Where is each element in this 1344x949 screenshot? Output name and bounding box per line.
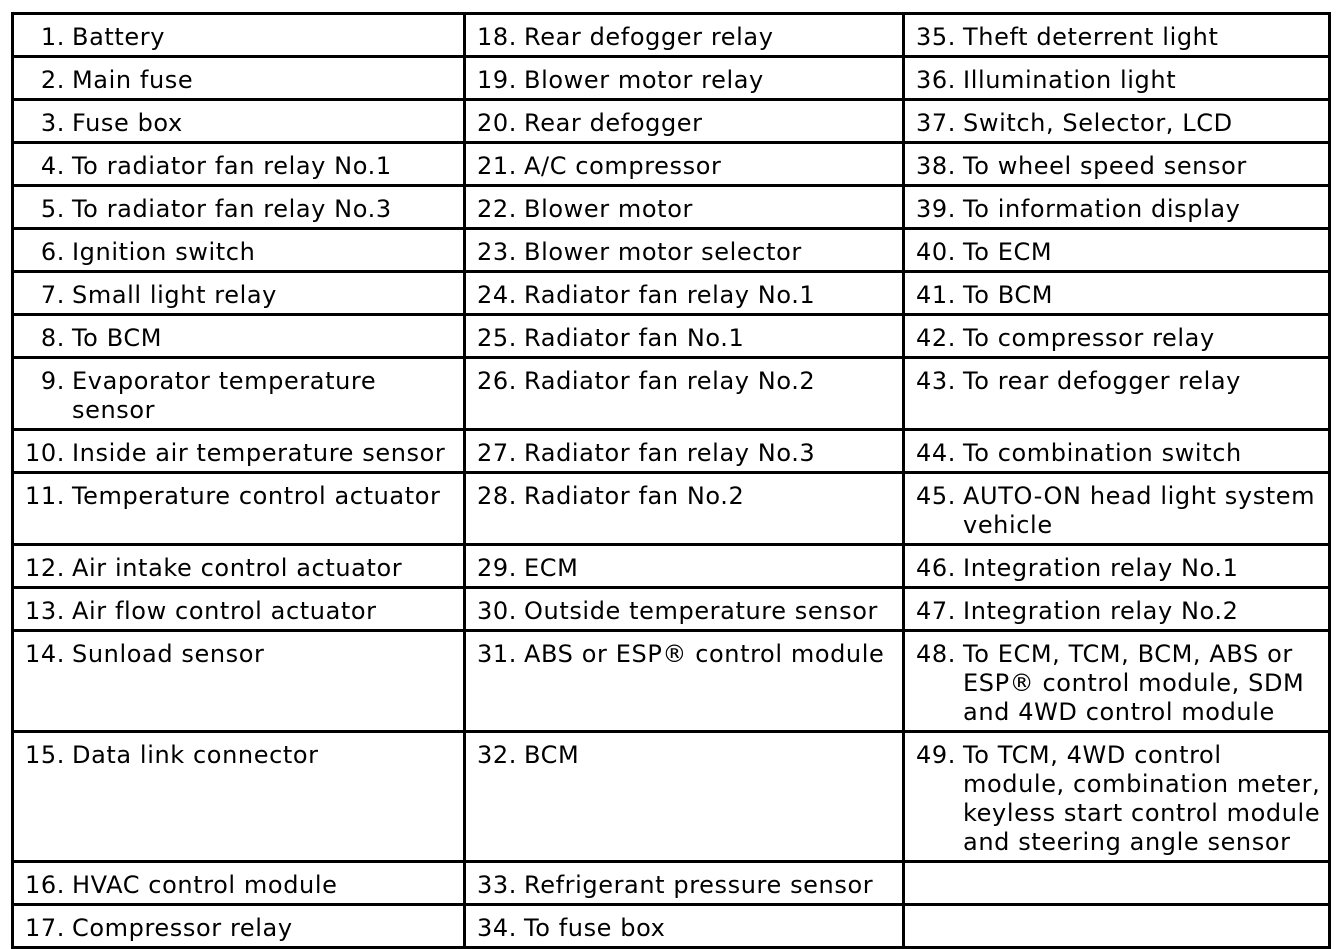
legend-item-number: 46. bbox=[916, 554, 957, 582]
legend-item-number: 1. bbox=[40, 23, 65, 51]
legend-cell bbox=[465, 100, 904, 143]
legend-cell bbox=[465, 732, 904, 862]
legend-item-label: To compressor relay bbox=[963, 324, 1215, 352]
table-row bbox=[13, 358, 1330, 430]
legend-item-number: 16. bbox=[25, 871, 65, 899]
legend-item-label: Radiator fan No.1 bbox=[524, 324, 745, 352]
legend-item-label: Radiator fan relay No.3 bbox=[524, 439, 816, 467]
table-row bbox=[13, 588, 1330, 631]
legend-entry bbox=[905, 15, 1328, 55]
legend-cell bbox=[904, 905, 1330, 948]
legend-entry bbox=[466, 589, 902, 629]
legend-item-label: Radiator fan No.2 bbox=[524, 482, 745, 510]
legend-item-number: 25. bbox=[477, 324, 518, 352]
legend-item-number: 35. bbox=[916, 23, 957, 51]
legend-item-number: 10. bbox=[25, 439, 65, 467]
legend-entry bbox=[466, 58, 902, 98]
legend-entry bbox=[466, 863, 902, 903]
legend-cell bbox=[465, 862, 904, 905]
legend-cell bbox=[904, 57, 1330, 100]
legend-item-number: 6. bbox=[40, 238, 65, 266]
legend-cell bbox=[904, 430, 1330, 473]
legend-item-label: To information display bbox=[963, 195, 1241, 223]
legend-cell bbox=[13, 905, 465, 948]
table-row bbox=[13, 905, 1330, 948]
legend-entry bbox=[14, 474, 463, 514]
legend-item-number: 37. bbox=[916, 109, 957, 137]
legend-item-label: To combination switch bbox=[963, 439, 1242, 467]
legend-item-number: 18. bbox=[477, 23, 518, 51]
legend-entry bbox=[14, 733, 463, 773]
legend-item-number: 30. bbox=[477, 597, 518, 625]
legend-item-label: ECM bbox=[524, 554, 579, 582]
legend-item-number: 27. bbox=[477, 439, 518, 467]
legend-item-number: 11. bbox=[25, 482, 65, 510]
legend-entry bbox=[14, 632, 463, 672]
legend-item-number: 38. bbox=[916, 152, 957, 180]
legend-item-label: Fuse box bbox=[72, 109, 183, 137]
legend-entry bbox=[466, 733, 902, 773]
legend-item-number: 4. bbox=[40, 152, 65, 180]
legend-cell bbox=[904, 143, 1330, 186]
legend-entry bbox=[14, 431, 463, 471]
legend-cell bbox=[13, 143, 465, 186]
legend-item-label: Outside temperature sensor bbox=[524, 597, 878, 625]
table-row bbox=[13, 229, 1330, 272]
table-row bbox=[13, 732, 1330, 862]
table-row bbox=[13, 545, 1330, 588]
legend-item-number: 39. bbox=[916, 195, 957, 223]
legend-item-label: To radiator fan relay No.3 bbox=[72, 195, 392, 223]
legend-cell bbox=[465, 57, 904, 100]
legend-item-label: Illumination light bbox=[963, 66, 1177, 94]
legend-entry bbox=[14, 144, 463, 184]
legend-cell bbox=[904, 229, 1330, 272]
legend-item-number: 45. bbox=[916, 482, 957, 510]
legend-cell bbox=[13, 631, 465, 732]
legend-cell bbox=[465, 186, 904, 229]
legend-entry bbox=[14, 230, 463, 270]
legend-item-label: To rear defogger relay bbox=[963, 367, 1241, 395]
legend-item-number: 49. bbox=[916, 741, 957, 769]
table-row bbox=[13, 57, 1330, 100]
legend-cell bbox=[13, 545, 465, 588]
legend-item-label: Temperature control actuator bbox=[72, 482, 441, 510]
legend-item-label: Data link connector bbox=[72, 741, 319, 769]
legend-cell bbox=[13, 588, 465, 631]
legend-item-label: To TCM, 4WD control module, combination meter, keyless start control module and steering angle sensor bbox=[963, 741, 1321, 856]
legend-item-number: 34. bbox=[477, 914, 518, 942]
legend-entry bbox=[905, 101, 1328, 141]
legend-item-number: 8. bbox=[40, 324, 65, 352]
table-row bbox=[13, 143, 1330, 186]
legend-item-label: Inside air temperature sensor bbox=[72, 439, 446, 467]
legend-item-number: 36. bbox=[916, 66, 957, 94]
legend-entry bbox=[905, 359, 1328, 399]
legend-body bbox=[13, 14, 1330, 948]
legend-entry bbox=[905, 273, 1328, 313]
legend-entry bbox=[466, 431, 902, 471]
legend-item-number: 12. bbox=[25, 554, 65, 582]
legend-item-label: A/C compressor bbox=[524, 152, 722, 180]
legend-entry bbox=[14, 546, 463, 586]
legend-entry bbox=[14, 906, 463, 946]
legend-entry bbox=[905, 187, 1328, 227]
legend-item-number: 21. bbox=[477, 152, 518, 180]
table-row bbox=[13, 315, 1330, 358]
legend-entry bbox=[905, 58, 1328, 98]
legend-item-label: Refrigerant pressure sensor bbox=[524, 871, 874, 899]
legend-item-number: 43. bbox=[916, 367, 957, 395]
legend-entry bbox=[14, 101, 463, 141]
legend-cell bbox=[904, 315, 1330, 358]
legend-entry bbox=[14, 187, 463, 227]
legend-cell bbox=[465, 473, 904, 545]
legend-entry bbox=[905, 431, 1328, 471]
legend-cell bbox=[465, 545, 904, 588]
legend-entry bbox=[14, 15, 463, 55]
legend-entry bbox=[14, 316, 463, 356]
table-row bbox=[13, 430, 1330, 473]
legend-cell bbox=[904, 631, 1330, 732]
legend-item-number: 19. bbox=[477, 66, 518, 94]
legend-entry bbox=[466, 273, 902, 313]
legend-item-label: Blower motor bbox=[524, 195, 693, 223]
legend-cell bbox=[13, 14, 465, 57]
legend-cell bbox=[13, 272, 465, 315]
legend-cell bbox=[904, 358, 1330, 430]
legend-item-label: Air intake control actuator bbox=[72, 554, 403, 582]
legend-item-number: 33. bbox=[477, 871, 518, 899]
legend-cell bbox=[904, 545, 1330, 588]
legend-item-label: To BCM bbox=[963, 281, 1054, 309]
legend-entry bbox=[14, 359, 463, 428]
legend-item-number: 32. bbox=[477, 741, 518, 769]
legend-item-label: Evaporator temperature sensor bbox=[72, 367, 377, 424]
legend-cell bbox=[904, 862, 1330, 905]
legend-item-label: Integration relay No.1 bbox=[963, 554, 1239, 582]
legend-item-label: Rear defogger bbox=[524, 109, 703, 137]
legend-item-number: 13. bbox=[25, 597, 65, 625]
legend-entry bbox=[466, 187, 902, 227]
legend-item-number: 47. bbox=[916, 597, 957, 625]
legend-item-label: Rear defogger relay bbox=[524, 23, 774, 51]
legend-entry bbox=[905, 906, 1328, 917]
legend-item-label: Theft deterrent light bbox=[963, 23, 1219, 51]
legend-entry bbox=[466, 546, 902, 586]
legend-entry bbox=[905, 589, 1328, 629]
legend-cell bbox=[13, 862, 465, 905]
legend-cell bbox=[904, 732, 1330, 862]
legend-entry bbox=[466, 144, 902, 184]
legend-entry bbox=[466, 906, 902, 946]
legend-entry bbox=[905, 733, 1328, 860]
legend-item-number: 7. bbox=[40, 281, 65, 309]
legend-cell bbox=[465, 905, 904, 948]
legend-item-label: Switch, Selector, LCD bbox=[963, 109, 1233, 137]
legend-item-number: 44. bbox=[916, 439, 957, 467]
legend-item-number: 26. bbox=[477, 367, 518, 395]
legend-item-label: Blower motor selector bbox=[524, 238, 802, 266]
legend-item-label: HVAC control module bbox=[72, 871, 338, 899]
legend-item-label: To wheel speed sensor bbox=[963, 152, 1247, 180]
legend-item-label: Air flow control actuator bbox=[72, 597, 377, 625]
legend-cell bbox=[465, 588, 904, 631]
legend-cell bbox=[904, 100, 1330, 143]
legend-cell bbox=[465, 143, 904, 186]
legend-cell bbox=[13, 315, 465, 358]
legend-item-label: To radiator fan relay No.1 bbox=[72, 152, 392, 180]
legend-cell bbox=[465, 14, 904, 57]
legend-item-number: 28. bbox=[477, 482, 518, 510]
legend-entry bbox=[466, 474, 902, 514]
legend-cell bbox=[904, 272, 1330, 315]
legend-entry bbox=[466, 316, 902, 356]
table-row bbox=[13, 186, 1330, 229]
legend-item-label: To ECM bbox=[963, 238, 1053, 266]
legend-item-number: 41. bbox=[916, 281, 957, 309]
legend-item-number: 3. bbox=[40, 109, 65, 137]
legend-cell bbox=[465, 430, 904, 473]
legend-item-label: To BCM bbox=[72, 324, 163, 352]
table-row bbox=[13, 100, 1330, 143]
legend-cell bbox=[465, 315, 904, 358]
legend-entry bbox=[14, 58, 463, 98]
legend-item-label: Compressor relay bbox=[72, 914, 293, 942]
legend-item-number: 42. bbox=[916, 324, 957, 352]
legend-entry bbox=[466, 632, 902, 672]
legend-entry bbox=[905, 316, 1328, 356]
legend-entry bbox=[905, 144, 1328, 184]
legend-cell bbox=[13, 186, 465, 229]
legend-item-number: 24. bbox=[477, 281, 518, 309]
legend-item-number: 15. bbox=[25, 741, 65, 769]
legend-entry bbox=[466, 15, 902, 55]
legend-item-label: Ignition switch bbox=[72, 238, 256, 266]
legend-cell bbox=[13, 358, 465, 430]
legend-cell bbox=[904, 473, 1330, 545]
legend-item-label: Battery bbox=[72, 23, 166, 51]
legend-item-label: To fuse box bbox=[524, 914, 666, 942]
legend-item-number: 22. bbox=[477, 195, 518, 223]
legend-cell bbox=[13, 732, 465, 862]
legend-entry bbox=[14, 273, 463, 313]
legend-item-label: Small light relay bbox=[72, 281, 277, 309]
legend-entry bbox=[466, 101, 902, 141]
legend-item-label: Radiator fan relay No.1 bbox=[524, 281, 816, 309]
legend-cell bbox=[465, 631, 904, 732]
legend-item-label: Integration relay No.2 bbox=[963, 597, 1239, 625]
legend-entry bbox=[905, 863, 1328, 874]
legend-cell bbox=[13, 473, 465, 545]
legend-item-number: 9. bbox=[40, 367, 65, 395]
legend-item-label: Sunload sensor bbox=[72, 640, 265, 668]
legend-item-number: 23. bbox=[477, 238, 518, 266]
legend-cell bbox=[904, 588, 1330, 631]
table-row bbox=[13, 473, 1330, 545]
legend-item-number: 14. bbox=[25, 640, 65, 668]
legend-cell bbox=[13, 430, 465, 473]
legend-entry bbox=[466, 230, 902, 270]
legend-item-number: 40. bbox=[916, 238, 957, 266]
legend-cell bbox=[13, 100, 465, 143]
legend-item-number: 29. bbox=[477, 554, 518, 582]
legend-entry bbox=[905, 474, 1328, 543]
table-row bbox=[13, 862, 1330, 905]
legend-entry bbox=[14, 589, 463, 629]
component-legend-table bbox=[11, 12, 1331, 949]
legend-item-label: AUTO-ON head light system vehicle bbox=[963, 482, 1316, 539]
legend-cell bbox=[13, 229, 465, 272]
table-row bbox=[13, 272, 1330, 315]
legend-entry bbox=[14, 863, 463, 903]
legend-cell bbox=[904, 14, 1330, 57]
legend-item-number: 20. bbox=[477, 109, 518, 137]
legend-cell bbox=[13, 57, 465, 100]
legend-cell bbox=[904, 186, 1330, 229]
legend-item-number: 17. bbox=[25, 914, 65, 942]
legend-item-number: 5. bbox=[40, 195, 65, 223]
legend-item-label: To ECM, TCM, BCM, ABS or ESP® control module, SDM and 4WD control module bbox=[963, 640, 1305, 726]
table-row bbox=[13, 14, 1330, 57]
legend-entry bbox=[466, 359, 902, 399]
legend-entry bbox=[905, 230, 1328, 270]
legend-entry bbox=[905, 632, 1328, 730]
legend-item-label: Main fuse bbox=[72, 66, 194, 94]
legend-cell bbox=[465, 272, 904, 315]
legend-cell bbox=[465, 358, 904, 430]
legend-item-number: 48. bbox=[916, 640, 957, 668]
legend-item-number: 31. bbox=[477, 640, 518, 668]
legend-entry bbox=[905, 546, 1328, 586]
legend-item-label: ABS or ESP® control module bbox=[524, 640, 885, 668]
legend-item-label: Radiator fan relay No.2 bbox=[524, 367, 816, 395]
legend-item-label: BCM bbox=[524, 741, 580, 769]
legend-item-label: Blower motor relay bbox=[524, 66, 764, 94]
legend-item-number: 2. bbox=[40, 66, 65, 94]
legend-cell bbox=[465, 229, 904, 272]
table-row bbox=[13, 631, 1330, 732]
